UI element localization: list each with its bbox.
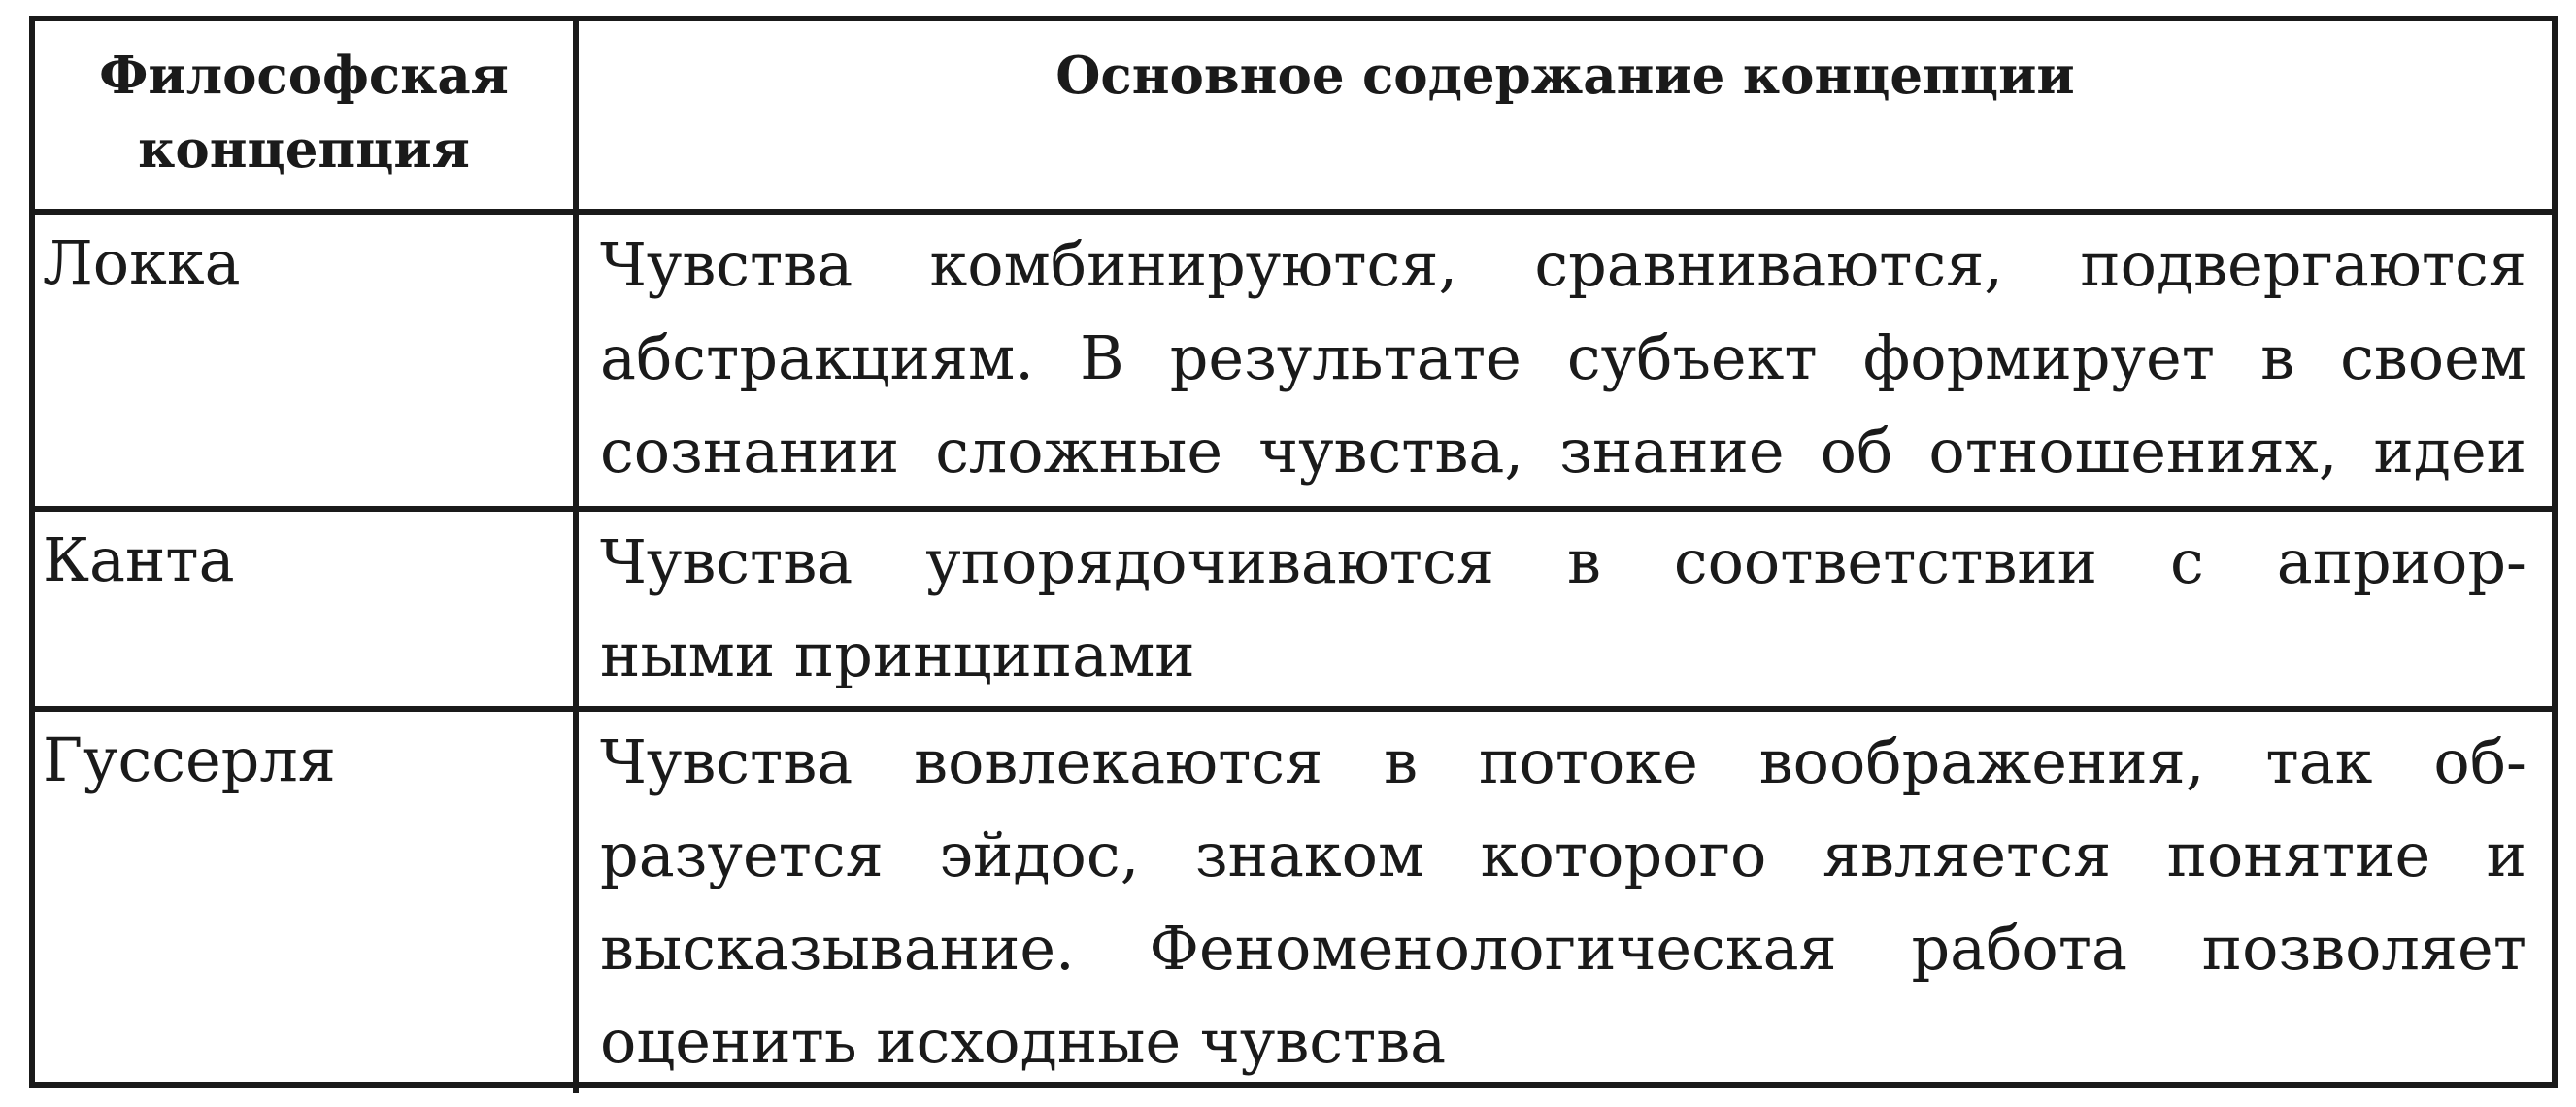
concepts-table <box>29 16 2558 1088</box>
table-row <box>35 509 2552 709</box>
header-row <box>35 21 2552 212</box>
content-line: Чувства комбинируются, сравниваются, подвергаются <box>600 229 2526 300</box>
header-concept-line1: Философская <box>99 46 509 106</box>
content-line: Чувства вовлекаются в потоке воображения, так об- <box>600 726 2526 797</box>
content-line: абстракциям. В результате субъект формирует в своем <box>600 322 2526 393</box>
content-line: сознании сложные чувства, знание об отношениях, идеи <box>600 416 2526 486</box>
table-row <box>35 709 2552 1093</box>
content-line: высказывание. Феноменологическая работа позволяет <box>600 913 2526 984</box>
header-concept-line2: концепция <box>138 119 470 180</box>
content-line: оценить исходные чувства <box>600 1006 1447 1077</box>
table-row <box>35 212 2552 509</box>
header-concept <box>35 21 576 212</box>
concepts-table-grid <box>35 21 2552 1093</box>
header-content: Основное содержание концепции <box>576 21 2552 212</box>
content-cell <box>576 212 2552 509</box>
content-line: разуется эйдос, знаком которого является понятие и <box>600 820 2526 890</box>
content-line: ными принципами <box>600 620 1195 690</box>
concept-cell: Гуссерля <box>35 709 576 1093</box>
concept-cell: Канта <box>35 509 576 709</box>
concept-cell: Локка <box>35 212 576 509</box>
content-cell <box>576 709 2552 1093</box>
content-line: Чувства упорядочиваются в соответствии с априор- <box>600 526 2526 597</box>
content-cell <box>576 509 2552 709</box>
